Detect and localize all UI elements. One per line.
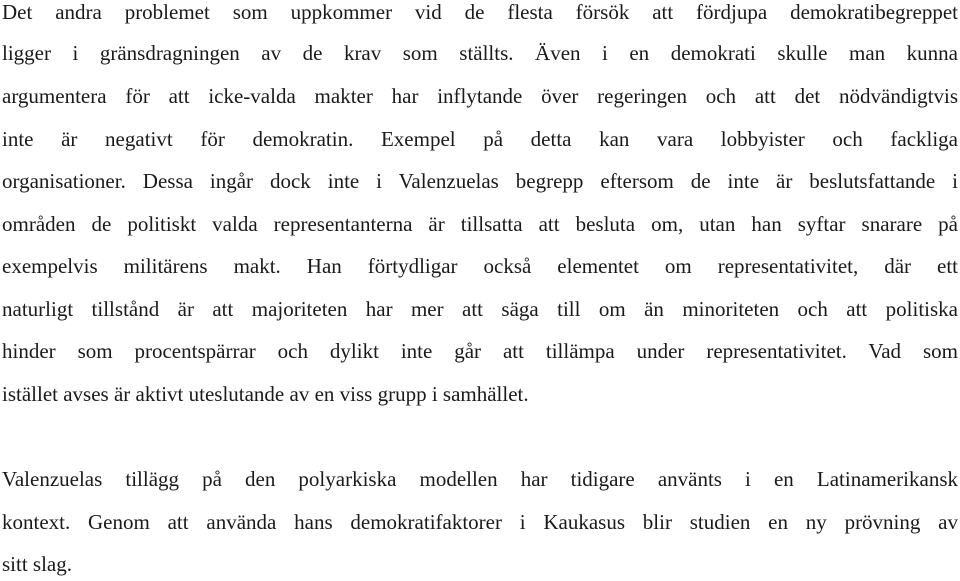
- paragraph-line: organisationer. Dessa ingår dock inte i Valenzuelas begrepp eftersom de inte är beslutsfattande i: [2, 169, 958, 193]
- paragraph-line: Det andra problemet som uppkommer vid de flesta försök att fördjupa demokratibegreppet: [2, 0, 958, 24]
- paragraph-line: exempelvis militärens makt. Han förtydligar också elementet om representativitet, där ett: [2, 254, 958, 278]
- paragraph-line: naturligt tillstånd är att majoriteten har mer att säga till om än minoriteten och att politiska: [2, 297, 958, 321]
- paragraph-line: hinder som procentspärrar och dylikt inte går att tillämpa under representativitet. Vad som: [2, 339, 958, 363]
- paragraph-line: ligger i gränsdragningen av de krav som ställts. Även i en demokrati skulle man kunna: [2, 41, 958, 65]
- paragraph-line: sitt slag.: [2, 552, 73, 576]
- paragraph-line: istället avses är aktivt uteslutande av en viss grupp i samhället.: [2, 382, 529, 406]
- paragraph-line: kontext. Genom att använda hans demokratifaktorer i Kaukasus blir studien en ny prövning av: [2, 510, 958, 534]
- paragraph-line: inte är negativt för demokratin. Exempel på detta kan vara lobbyister och fackliga: [2, 127, 958, 151]
- paragraph-line: Valenzuelas tillägg på den polyarkiska modellen har tidigare använts i en Latinamerikansk: [2, 467, 958, 491]
- paragraph-line: argumentera för att icke-valda makter har inflytande över regeringen och att det nödvändigtvis: [2, 84, 958, 108]
- paragraph-line: områden de politiskt valda representanterna är tillsatta att besluta om, utan han syftar snarare på: [2, 212, 958, 236]
